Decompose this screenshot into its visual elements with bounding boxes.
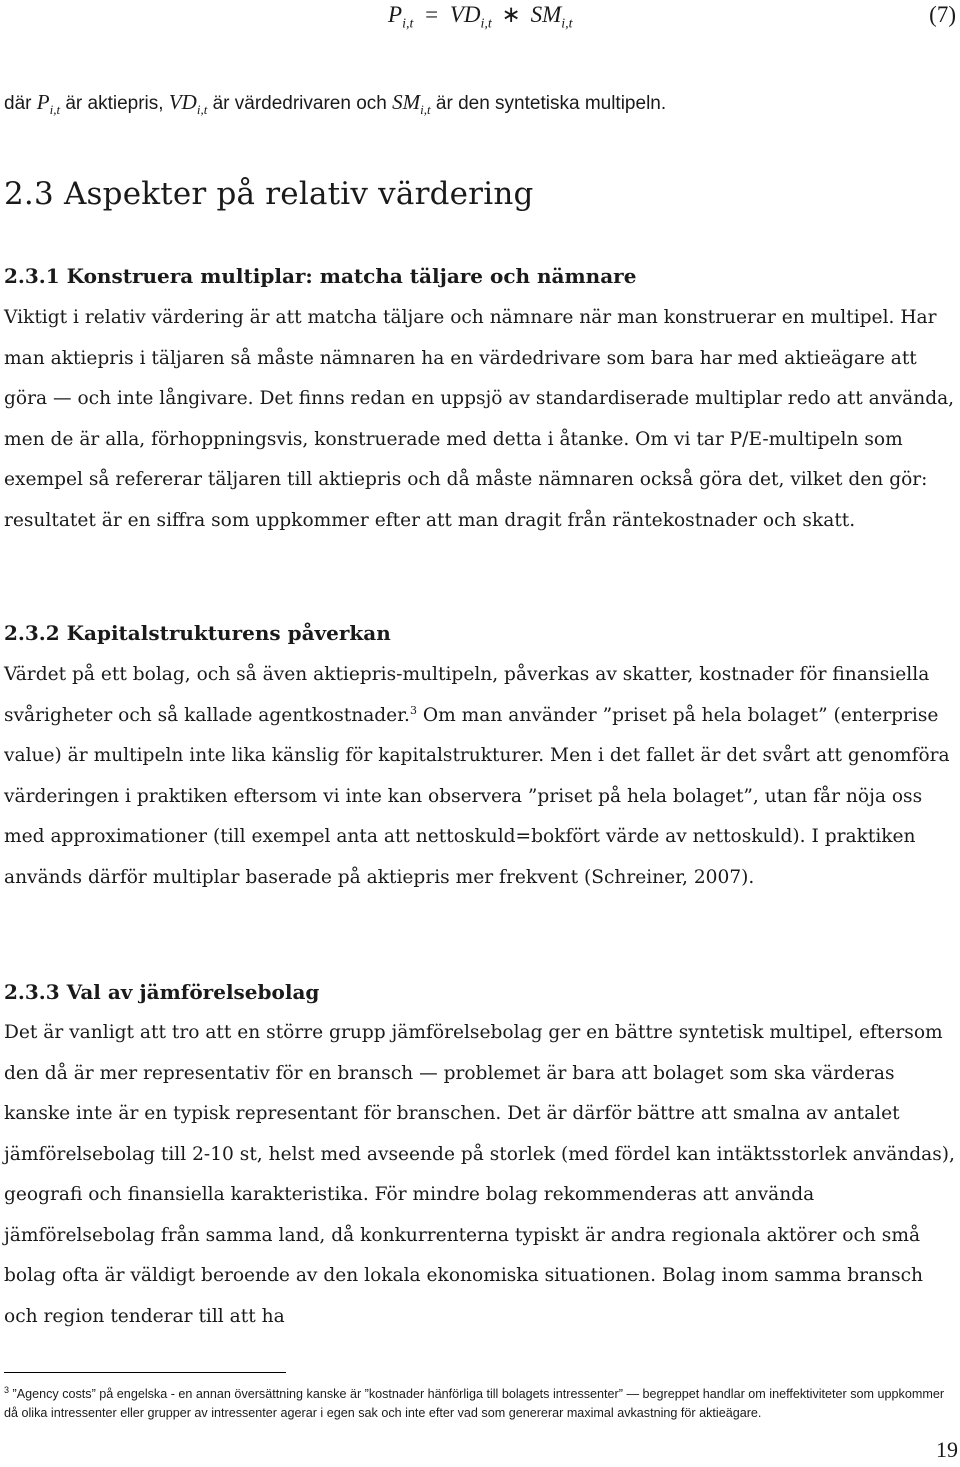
- paragraph-text: Värdet på ett bolag, och så även aktiepris-multipeln, påverkas av skatter, kostnader för finansiella svårigheter och så kallade agentkostnader.: [4, 664, 930, 726]
- paragraph-text: Om man använder ”priset på hela bolaget” (enterprise value) är multipeln inte lika känslig för kapitalstrukturer. Men i det fallet är det svårt att genomföra värderingen i praktiken eftersom vi inte kan observera ”priset på hela bolaget”, utan får nöja oss med approximationer (till exempel anta att nettoskuld=bokfört värde av nettoskuld). I praktiken används därför multiplar baserade på aktiepris mer frekvent (Schreiner, 2007).: [4, 704, 950, 888]
- eq-operator: ∗: [501, 2, 521, 27]
- intro-text: där: [4, 93, 37, 114]
- equation-7: [0, 0, 960, 40]
- footnote-3: [4, 1381, 960, 1423]
- intro-text: är aktiepris,: [60, 93, 169, 114]
- eq-subscript: i,t: [561, 16, 573, 32]
- equation-number: (7): [929, 2, 956, 27]
- page-number: 19: [936, 1437, 958, 1462]
- footnote-divider: [4, 1372, 286, 1373]
- eq-sm-symbol: SM: [530, 2, 562, 27]
- equation-formula: [388, 2, 573, 33]
- paragraph-2-3-3: Det är vanligt att tro att en större grupp jämförelsebolag ger en bättre syntetisk multipel, eftersom den då är mer representativ för en bransch — problemet är bara att bolaget som ska värderas kanske inte är en typisk representant för branschen. Det är därför bättre att smalna av antalet jämförelsebolag till 2-10 st, helst med avseende på storlek (med fördel kan intäktsstorlek användas), geografi och finansiella karakteristika. För mindre bolag rekommenderas att använda jämförelsebolag från samma land, då konkurrenterna typiskt är andra regionala aktörer och små bolag ofta är väldigt beroende av den lokala ekonomiska situationen. Bolag inom samma bransch och region tenderar till att ha: [4, 1022, 955, 1327]
- intro-text: är den syntetiska multipeln.: [430, 93, 667, 114]
- eq-equals: =: [425, 2, 439, 27]
- math-p: $P_{i,t}$: [36, 90, 61, 118]
- math-sm: $SM_{i,t}$: [392, 90, 431, 118]
- math-vd: $VD_{i,t}$: [168, 90, 208, 118]
- footnote-mark: 3: [4, 1385, 10, 1395]
- eq-subscript: i,t: [402, 16, 414, 32]
- subsection-heading-2-3-1: 2.3.1 Konstruera multiplar: matcha täljare och nämnare: [4, 264, 637, 288]
- intro-text: är värdedrivaren och: [207, 93, 393, 114]
- section-heading: 2.3 Aspekter på relativ värdering: [4, 176, 534, 212]
- eq-price-symbol: P: [388, 2, 403, 27]
- eq-subscript: i,t: [480, 16, 492, 32]
- footnote-reference[interactable]: 3: [409, 703, 417, 717]
- equation-explanation: [4, 90, 666, 118]
- subsection-heading-2-3-2: 2.3.2 Kapitalstrukturens påverkan: [4, 621, 391, 645]
- subsection-heading-2-3-3: 2.3.3 Val av jämförelsebolag: [4, 980, 320, 1004]
- eq-vd-symbol: VD: [449, 2, 481, 27]
- paragraph-2-3-2: [4, 655, 960, 898]
- paragraph-2-3-1: Viktigt i relativ värdering är att matcha täljare och nämnare när man konstruerar en multipel. Har man aktiepris i täljaren så måste nämnaren ha en värdedrivare som bara har med aktieägare att göra — och inte långivare. Det finns redan en uppsjö av standardiserade multiplar redo att använda, men de är alla, förhoppningsvis, konstruerade med detta i åtanke. Om vi tar P/E-multipeln som exempel så refererar täljaren till aktiepris och då måste nämnaren också göra det, vilket den gör: resultatet är en siffra som uppkommer efter att man dragit från räntekostnader och skatt.: [4, 307, 955, 531]
- footnote-text: ”Agency costs” på engelska - en annan översättning kanske är ”kostnader hänförliga till bolagets intressenter” — begreppet handlar om ineffektiviteter som uppkommer då olika intressenter eller grupper av intressenter agerar i egen sak och inte efter vad som genererar maximal avkastning för aktieägare.: [4, 1387, 945, 1421]
